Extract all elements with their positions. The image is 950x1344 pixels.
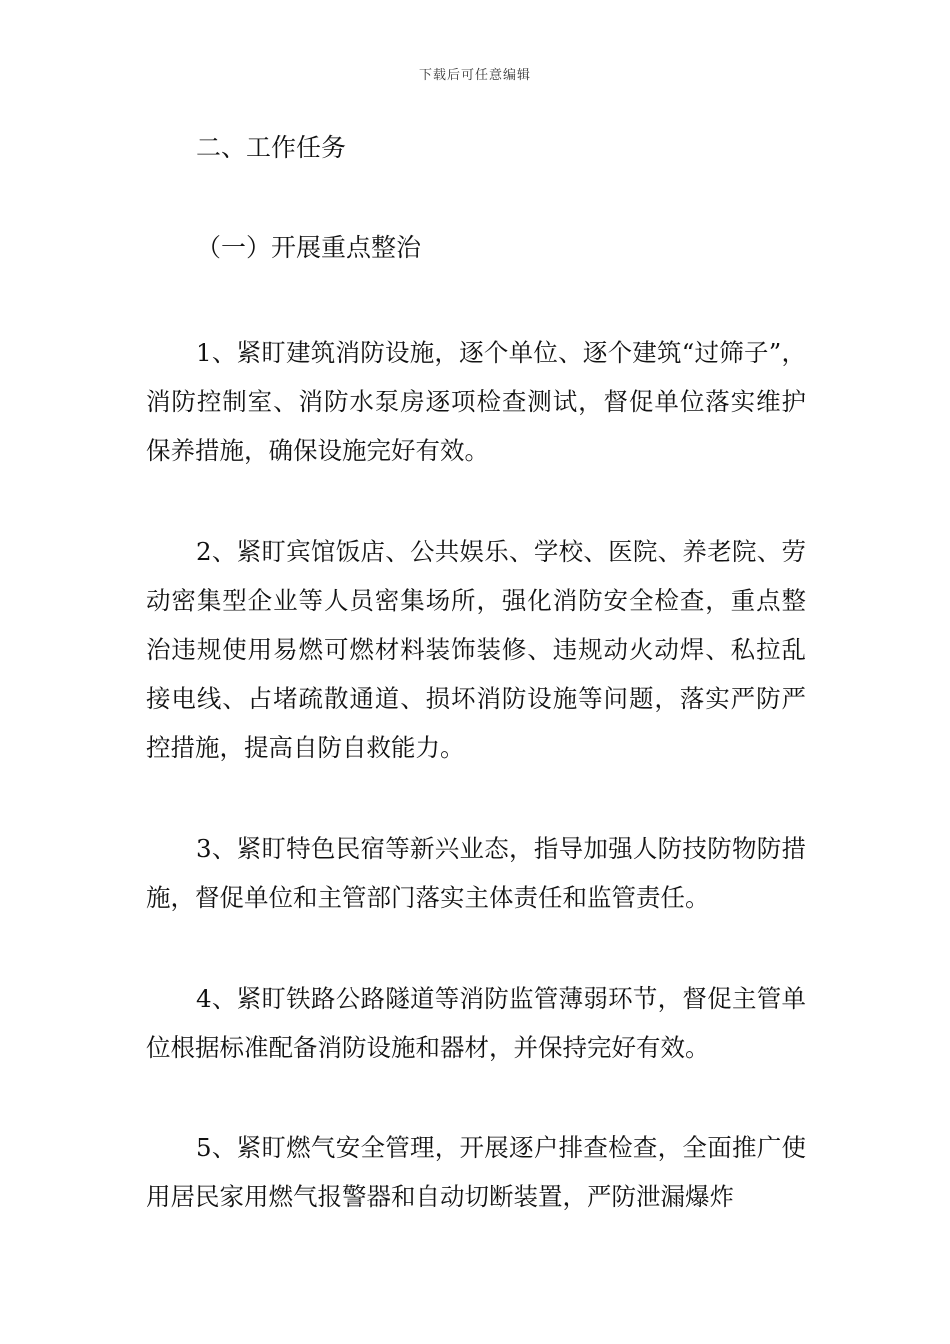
page-header-note: 下载后可任意编辑 [418,68,531,83]
paragraph-4: 4、紧盯铁路公路隧道等消防监管薄弱环节，督促主管单位根据标准配备消防设施和器材，并保持完好有效。 [146,984,806,1062]
section-title: 二、工作任务 [196,133,347,162]
paragraph-2: 2、紧盯宾馆饭店、公共娱乐、学校、医院、养老院、劳动密集型企业等人员密集场所，强化消防安全检查，重点整治违规使用易燃可燃材料装饰装修、违规动火动焊、私拉乱接电线、占堵疏散通道、损坏消防设施等问题，落实严防严控措施，提高自防自救能力。 [146,537,806,762]
subsection-title: （一）开展重点整治 [196,233,422,262]
paragraph-3: 3、紧盯特色民宿等新兴业态，指导加强人防技防物防措施，督促单位和主管部门落实主体责任和监管责任。 [146,834,806,912]
paragraph-5: 5、紧盯燃气安全管理，开展逐户排查检查，全面推广使用居民家用燃气报警器和自动切断装置，严防泄漏爆炸 [146,1133,806,1211]
paragraph-1: 1、紧盯建筑消防设施，逐个单位、逐个建筑“过筛子”，消防控制室、消防水泵房逐项检查测试，督促单位落实维护保养措施，确保设施完好有效。 [146,338,806,465]
